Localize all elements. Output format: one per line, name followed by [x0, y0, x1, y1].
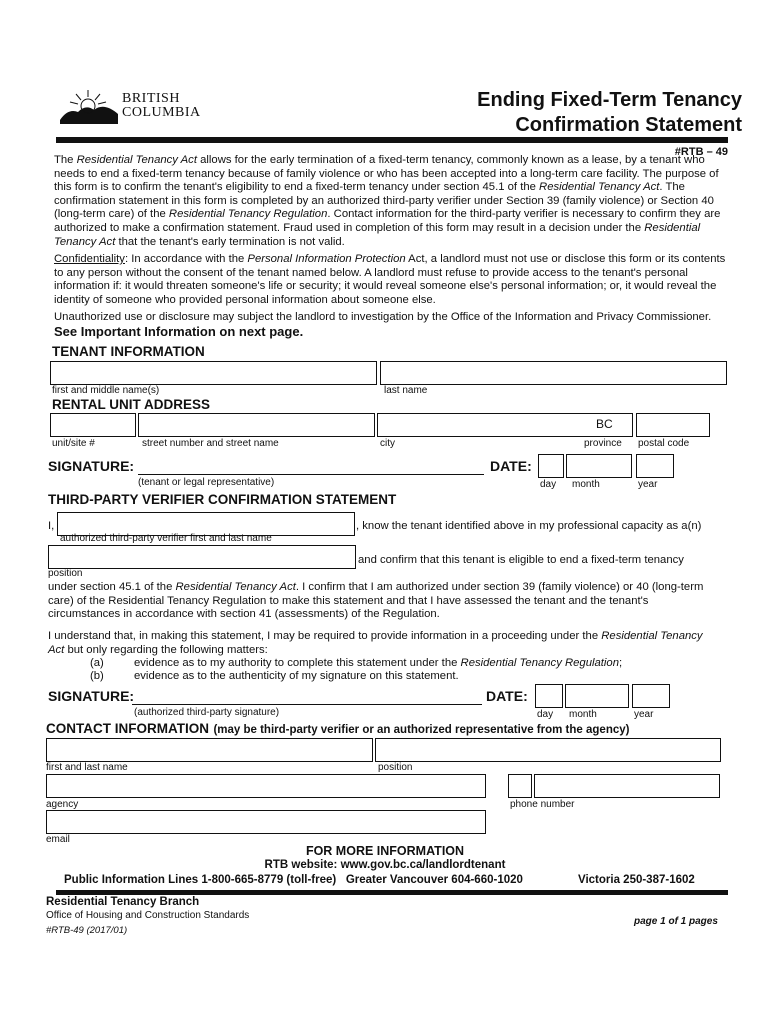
phone-area-field[interactable]	[508, 774, 532, 798]
verifier-month-label: month	[569, 709, 597, 720]
city-label: city	[380, 438, 395, 449]
verifier-date-label: DATE:	[486, 688, 528, 704]
street-label: street number and street name	[142, 438, 279, 449]
intro-paragraph: The Residential Tenancy Act allows for the early termination of a fixed-term tenancy, commonly known as a lease, by a tenant who needs to end a fixed-term tenancy because of family violence or who has been accepted into a long-term care facility. The purpose of this form is to confirm the tenant's eligibility to end a fixed-term tenancy under section 45.1 of the Residential Tenancy Act. The confirmation statement in this form is completed by an authorized third-party verifier under Section 39 (family violence) or Section 40 (long-term care) of the Residential Tenancy Regulation. Contact information for the third-party verifier is necessary to confirm they are authorized to make a confirmation statement. Fraud used in completion of this form may result in a decision under the Residential Tenancy Act that the tenant's early termination is not valid.	[54, 154, 721, 248]
contact-email-label: email	[46, 834, 70, 845]
verifier-know-text: , know the tenant identified above in my professional capacity as a(n)	[356, 520, 702, 532]
verifier-confirm-text: and confirm that this tenant is eligible to end a fixed-term tenancy	[358, 554, 684, 566]
verifier-signature-label: SIGNATURE:	[48, 688, 135, 704]
footer-rule	[56, 890, 728, 895]
item-b-mark: (b)	[90, 670, 104, 682]
page-number: page 1 of 1 pages	[634, 916, 718, 927]
verifier-day-label: day	[537, 709, 554, 720]
verifier-date-day[interactable]	[535, 684, 563, 708]
postal-code-label: postal code	[638, 438, 690, 449]
tenant-info-heading: TENANT INFORMATION	[52, 344, 205, 359]
item-a-text: evidence as to my authority to complete this statement under the Residential Tenancy Regulation;	[134, 657, 623, 669]
office-name: Office of Housing and Construction Standards	[46, 910, 250, 921]
unit-field[interactable]	[50, 413, 136, 437]
verifier-position-field[interactable]	[48, 545, 356, 569]
tenant-signature-sub: (tenant or legal representative)	[138, 477, 275, 488]
verifier-position-label: position	[48, 568, 83, 579]
branch-name: Residential Tenancy Branch	[46, 896, 200, 908]
verifier-heading: THIRD-PARTY VERIFIER CONFIRMATION STATEMENT	[48, 492, 397, 507]
city-field[interactable]	[377, 413, 633, 437]
tenant-first-name-field[interactable]	[50, 361, 377, 385]
verifier-statement: under section 45.1 of the Residential Tenancy Act. I confirm that I am authorized under section 39 (family violence) or 40 (long-term care) of the Residential Tenancy Regulation to make this statement and that I have assessed the tenant and the tenant's circumstances in accordance with section 41 (assessments) of the Regulation.	[48, 581, 704, 621]
disclosure-paragraph: Unauthorized use or disclosure may subject the landlord to investigation by the Office of the Information and Privacy Commissioner. See Important Information on next page.	[54, 311, 712, 339]
verifier-name-label: authorized third-party verifier first and last name	[60, 533, 272, 544]
public-info-lines: Public Information Lines 1-800-665-8779 (toll-free) Greater Vancouver 604-660-1020	[64, 874, 523, 886]
verifier-date-year[interactable]	[632, 684, 670, 708]
tenant-date-year[interactable]	[636, 454, 674, 478]
first-name-label: first and middle name(s)	[52, 385, 160, 396]
tenant-signature-label: SIGNATURE:	[48, 458, 135, 474]
contact-position-field[interactable]	[375, 738, 721, 762]
rental-address-heading: RENTAL UNIT ADDRESS	[52, 397, 211, 412]
contact-email-field[interactable]	[46, 810, 486, 834]
tenant-date-month[interactable]	[566, 454, 632, 478]
verifier-signature-line[interactable]	[132, 704, 482, 705]
contact-name-field[interactable]	[46, 738, 373, 762]
province-label: province	[584, 438, 622, 449]
form-code: #RTB-49 (2017/01)	[46, 925, 128, 936]
phone-number-field[interactable]	[534, 774, 720, 798]
contact-agency-field[interactable]	[46, 774, 486, 798]
item-a-mark: (a)	[90, 657, 104, 669]
phone-number-label: phone number	[510, 799, 575, 810]
form-title-line2: Confirmation Statement	[515, 114, 742, 136]
form-title-line1: Ending Fixed-Term Tenancy	[477, 89, 742, 111]
form-number: #RTB – 49	[674, 146, 728, 158]
tenant-date-label: DATE:	[490, 458, 532, 474]
year-label: year	[638, 479, 658, 490]
verifier-i: I,	[48, 520, 55, 532]
last-name-label: last name	[384, 385, 428, 396]
day-label: day	[540, 479, 557, 490]
tenant-signature-line[interactable]	[138, 474, 484, 475]
verifier-understanding: I understand that, in making this statement, I may be required to provide information in a proceeding under the Residential Tenancy Act but only regarding the following matters:	[48, 630, 703, 656]
province-value: BC	[596, 417, 613, 431]
victoria-line: Victoria 250-387-1602	[578, 874, 695, 886]
item-b-text: evidence as to the authenticity of my signature on this statement.	[134, 670, 459, 682]
tenant-last-name-field[interactable]	[380, 361, 727, 385]
verifier-date-month[interactable]	[565, 684, 629, 708]
contact-position-label: position	[378, 762, 413, 773]
bc-logo-icon	[58, 86, 120, 126]
month-label: month	[572, 479, 600, 490]
confidentiality-paragraph: Confidentiality: In accordance with the Personal Information Protection Act, a landlord must not use or disclose this form or its contents to any person without the consent of the tenant named below. A landlord must refuse to provide access to the tenant's personal information if: it would threaten someone's life or security; it would reveal someone else's personal information; or, it would reveal the identity of someone who provided personal information about someone else.	[54, 253, 726, 306]
header-rule	[56, 137, 728, 143]
bc-logo-text: BRITISH COLUMBIA	[122, 91, 201, 120]
contact-agency-label: agency	[46, 799, 79, 810]
more-info-heading: FOR MORE INFORMATION	[305, 844, 465, 858]
postal-code-field[interactable]	[636, 413, 710, 437]
verifier-signature-sub: (authorized third-party signature)	[134, 707, 280, 718]
contact-name-label: first and last name	[46, 762, 128, 773]
street-field[interactable]	[138, 413, 375, 437]
rtb-website[interactable]: RTB website: www.gov.bc.ca/landlordtenant	[264, 859, 506, 871]
contact-heading: CONTACT INFORMATION (may be third-party verifier or an authorized representative from the agency)	[46, 721, 630, 736]
unit-label: unit/site #	[52, 438, 95, 449]
tenant-date-day[interactable]	[538, 454, 564, 478]
verifier-year-label: year	[634, 709, 654, 720]
see-next-page-note: See Important Information on next page.	[54, 323, 304, 339]
